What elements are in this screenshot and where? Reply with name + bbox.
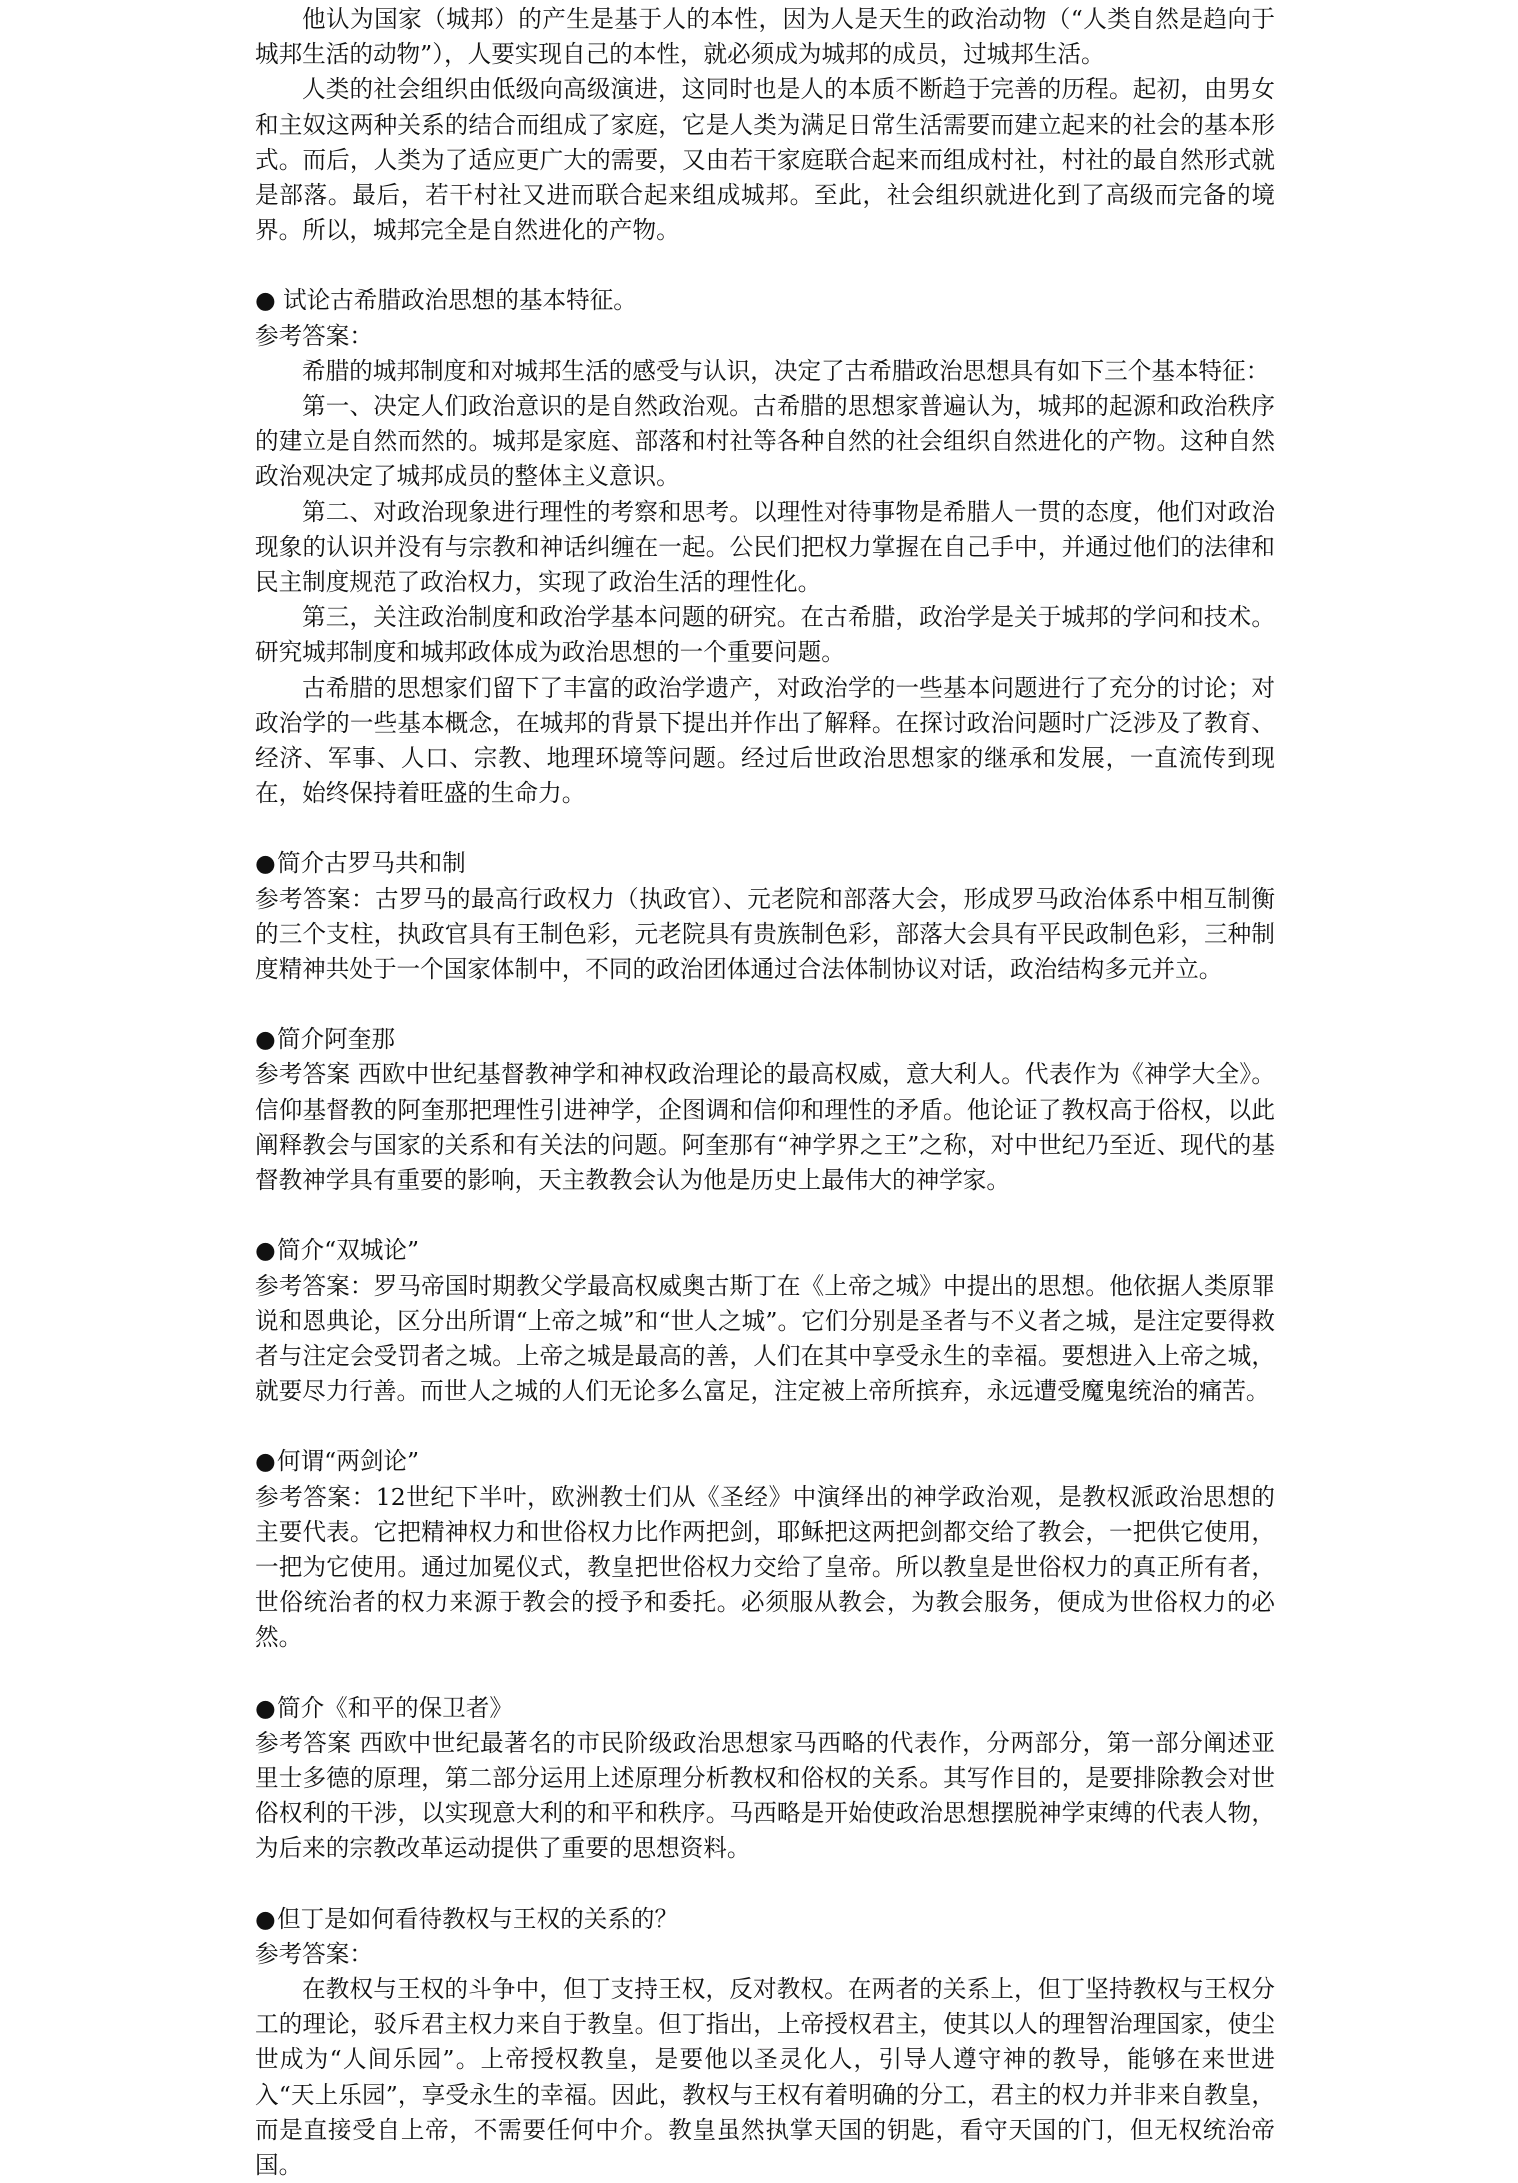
answer-label: 参考答案：: [255, 884, 376, 913]
section-spacer: [255, 1409, 1275, 1444]
bullet-icon: ●: [255, 849, 276, 878]
answer-paragraph: [255, 1480, 1275, 1656]
intro-paragraph-2: 人类的社会组织由低级向高级演进，这同时也是人的本质不断趋于完善的历程。起初，由男女和主奴这两种关系的结合而组成了家庭，它是人类为满足日常生活需要而建立起来的社会的基本形式。而后，人类为了适应更广大的需要，又由若干家庭联合起来而组成村社，村社的最自然形式就是部落。最后，若干村社又进而联合起来组成城邦。至此，社会组织就进化到了高级而完备的境界。所以，城邦完全是自然进化的产物。: [255, 75, 1275, 245]
question-heading: [255, 846, 1275, 881]
question-text: 试论古希腊政治思想的基本特征。: [283, 286, 637, 315]
section-spacer: [255, 1198, 1275, 1233]
bullet-icon: ●: [255, 1025, 276, 1054]
answer-paragraph: 第三，关注政治制度和政治学基本问题的研究。在古希腊，政治学是关于城邦的学问和技术。研究城邦制度和城邦政体成为政治思想的一个重要问题。: [255, 603, 1275, 667]
question-heading: [255, 1902, 1275, 1937]
answer-text: 古罗马的最高行政权力（执政官）、元老院和部落大会，形成罗马政治体系中相互制衡的三个支柱，执政官具有王制色彩，元老院具有贵族制色彩，部落大会具有平民政制色彩，三种制度精神共处于一个国家体制中，不同的政治团体通过合法体制协议对话，政治结构多元并立。: [255, 884, 1276, 984]
question-heading: [255, 1233, 1275, 1268]
answer-paragraph: [255, 882, 1275, 988]
section-spacer: [255, 811, 1275, 846]
bullet-icon: ●: [255, 1693, 276, 1722]
section-spacer: [255, 248, 1275, 283]
answer-paragraph: 第一、决定人们政治意识的是自然政治观。古希腊的思想家普遍认为，城邦的起源和政治秩序的建立是自然而然的。城邦是家庭、部落和村社等各种自然的社会组织自然进化的产物。这种自然政治观决定了城邦成员的整体主义意识。: [255, 392, 1275, 491]
question-heading: [255, 1691, 1275, 1726]
bullet-icon: ●: [255, 1447, 276, 1476]
section-spacer: [255, 1656, 1275, 1691]
bullet-icon: ●: [255, 1904, 276, 1933]
answer-paragraph: 希腊的城邦制度和对城邦生活的感受与认识，决定了古希腊政治思想具有如下三个基本特征：: [302, 356, 1270, 385]
question-section-two-swords: [255, 1444, 1275, 1655]
question-section-dante: [255, 1902, 1275, 2183]
bullet-icon: ●: [255, 1236, 276, 1265]
bullet-icon: ●: [255, 286, 276, 315]
question-text: 何谓“两剑论”: [277, 1447, 420, 1476]
answer-label: 参考答案: [255, 1728, 352, 1757]
question-section-roman-republic: [255, 846, 1275, 987]
intro-paragraph-1: 他认为国家（城邦）的产生是基于人的本性，因为人是天生的政治动物（“人类自然是趋向于城邦生活的动物”），人要实现自己的本性，就必须成为城邦的成员，过城邦生活。: [255, 5, 1275, 69]
answer-text: 12世纪下半叶，欧洲教士们从《圣经》中演绎出的神学政治观，是教权派政治思想的主要代表。它把精神权力和世俗权力比作两把剑，耶稣把这两把剑都交给了教会，一把供它使用，一把为它使用。通过加冕仪式，教皇把世俗权力交给了皇帝。所以教皇是世俗权力的真正所有者，世俗统治者的权力来源于教会的授予和委托。必须服从教会，为教会服务，便成为世俗权力的必然。: [255, 1482, 1275, 1652]
answer-paragraph: 古希腊的思想家们留下了丰富的政治学遗产，对政治学的一些基本问题进行了充分的讨论；对政治学的一些基本概念，在城邦的背景下提出并作出了解释。在探讨政治问题时广泛涉及了教育、经济、军事、人口、宗教、地理环境等问题。经过后世政治思想家的继承和发展，一直流传到现在，始终保持着旺盛的生命力。: [255, 673, 1275, 808]
answer-paragraph: [255, 1269, 1275, 1410]
answer-paragraph: 在教权与王权的斗争中，但丁支持王权，反对教权。在两者的关系上，但丁坚持教权与王权分工的理论，驳斥君主权力来自于教皇。但丁指出，上帝授权君主，使其以人的理智治理国家，使尘世成为“人间乐园”。上帝授权教皇，是要他以圣灵化人，引导人遵守神的教导，能够在来世进入“天上乐园”，享受永生的幸福。因此，教权与王权有着明确的分工，君主的权力并非来自教皇，而是直接受自上帝，不需要任何中介。教皇虽然执掌天国的钥匙，看守天国的门，但无权统治帝国。: [255, 1974, 1275, 2179]
document-page: [255, 2, 1275, 2183]
answer-paragraph: [255, 1057, 1275, 1198]
answer-label: 参考答案：: [255, 1482, 376, 1511]
answer-paragraph: 第二、对政治现象进行理性的考察和思考。以理性对待事物是希腊人一贯的态度，他们对政治现象的认识并没有与宗教和神话纠缠在一起。公民们把权力掌握在自己手中，并通过他们的法律和民主制度规范了政治权力，实现了政治生活的理性化。: [255, 497, 1275, 597]
question-text: 但丁是如何看待教权与王权的关系的？: [277, 1904, 679, 1933]
answer-label: 参考答案: [255, 1060, 351, 1089]
answer-paragraph: [255, 1726, 1275, 1867]
question-text: 简介古罗马共和制: [277, 849, 466, 878]
answer-label: 参考答案：: [255, 1939, 373, 1968]
answer-label: 参考答案：: [255, 1271, 374, 1300]
question-text: 简介《和平的保卫者》: [277, 1693, 513, 1722]
question-heading: [255, 1444, 1275, 1479]
question-section-defensor-pacis: [255, 1691, 1275, 1867]
question-section-greek-features: [255, 283, 1275, 811]
answer-text: 西欧中世纪最著名的市民阶级政治思想家马西略的代表作，分两部分，第一部分阐述亚里士多德的原理，第二部分运用上述原理分析教权和俗权的关系。其写作目的，是要排除教会对世俗权利的干涉，以实现意大利的和平和秩序。马西略是开始使政治思想摆脱神学束缚的代表人物，为后来的宗教改革运动提供了重要的思想资料。: [255, 1728, 1276, 1863]
answer-label: 参考答案：: [255, 321, 373, 350]
section-spacer: [255, 1867, 1275, 1902]
question-text: 简介“双城论”: [277, 1236, 420, 1265]
question-heading: [255, 1022, 1275, 1057]
answer-text: 罗马帝国时期教父学最高权威奥古斯丁在《上帝之城》中提出的思想。他依据人类原罪说和恩典论，区分出所谓“上帝之城”和“世人之城”。它们分别是圣者与不义者之城，是注定要得救者与注定会受罚者之城。上帝之城是最高的善，人们在其中享受永生的幸福。要想进入上帝之城，就要尽力行善。而世人之城的人们无论多么富足，注定被上帝所摈弃，永远遭受魔鬼统治的痛苦。: [255, 1271, 1276, 1406]
answer-text: 西欧中世纪基督教神学和神权政治理论的最高权威，意大利人。代表作为《神学大全》。信仰基督教的阿奎那把理性引进神学，企图调和信仰和理性的矛盾。他论证了教权高于俗权，以此阐释教会与国家的关系和有关法的问题。阿奎那有“神学界之王”之称，对中世纪乃至近、现代的基督教神学具有重要的影响，天主教教会认为他是历史上最伟大的神学家。: [255, 1060, 1276, 1195]
question-heading: [255, 283, 1275, 318]
section-spacer: [255, 987, 1275, 1022]
question-text: 简介阿奎那: [277, 1025, 395, 1054]
question-section-aquinas: [255, 1022, 1275, 1198]
question-section-two-cities: [255, 1233, 1275, 1409]
